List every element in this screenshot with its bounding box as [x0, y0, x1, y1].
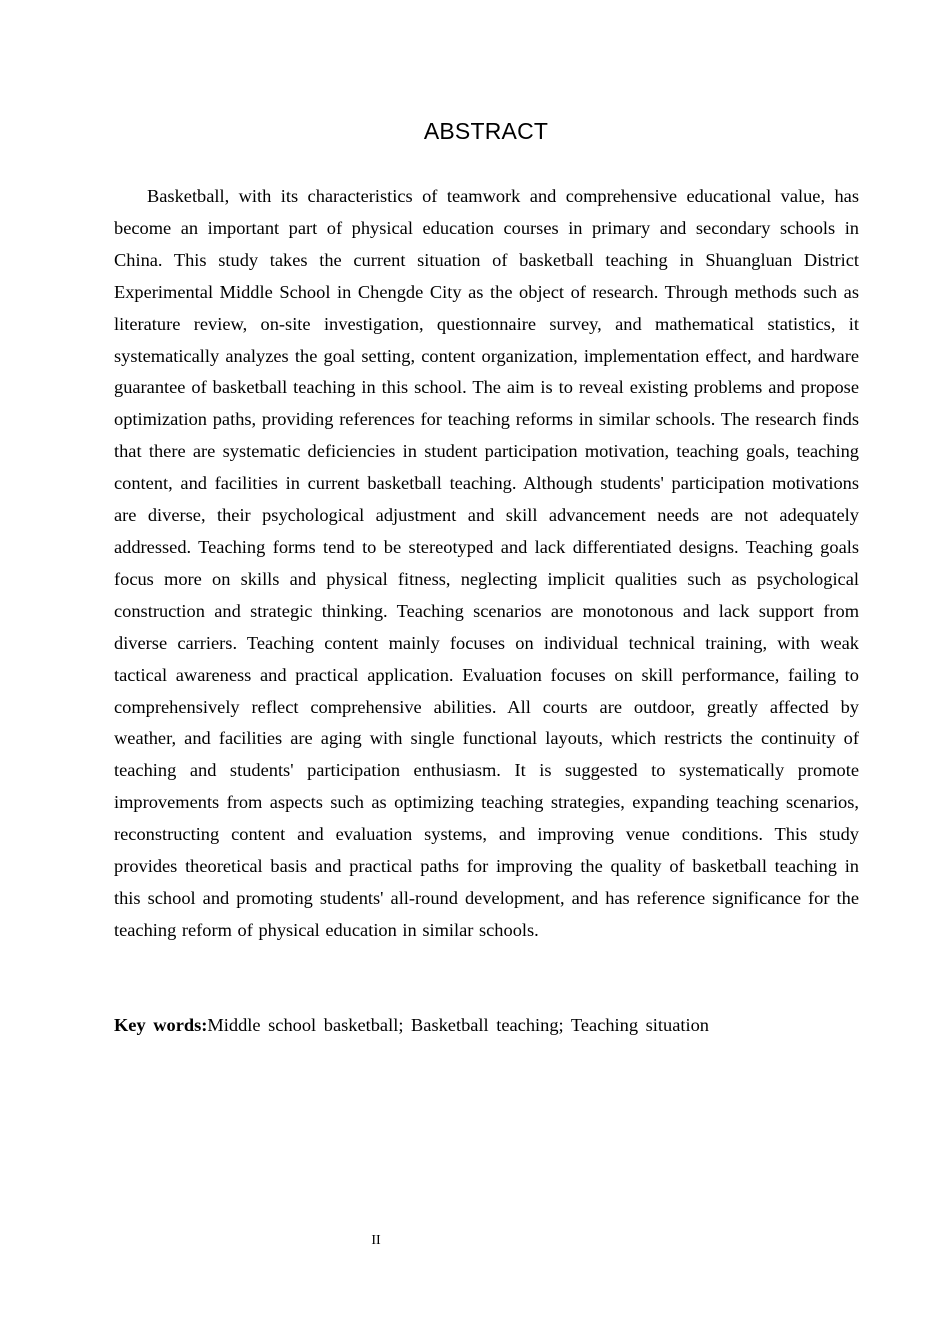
page-number: II — [371, 1233, 381, 1248]
abstract-body: Basketball, with its characteristics of teamwork and comprehensive educational value, has become an important part of physical education courses in primary and secondary schools in China. This study takes the current situation of basketball teaching in Shuangluan District Experimental Middle School in Chengde City as the object of research. Through methods such as literature review, on-site investigation, questionnaire survey, and mathematical statistics, it systematically analyzes the goal setting, content organization, implementation effect, and hardware guarantee of basketball teaching in this school. The aim is to reveal existing problems and propose optimization paths, providing references for teaching reforms in similar schools. The research finds that there are systematic deficiencies in student participation motivation, teaching goals, teaching content, and facilities in current basketball teaching. Although students' participation motivations are diverse, their psychological adjustment and skill advancement needs are not adequately addressed. Teaching forms tend to be stereotyped and lack differentiated designs. Teaching goals focus more on skills and physical fitness, neglecting implicit qualities such as psychological construction and strategic thinking. Teaching scenarios are monotonous and lack support from diverse carriers. Teaching content mainly focuses on individual technical training, with weak tactical awareness and practical application. Evaluation focuses on skill performance, failing to comprehensively reflect comprehensive abilities. All courts are outdoor, greatly affected by weather, and facilities are aging with single functional layouts, which restricts the continuity of teaching and students' participation enthusiasm. It is suggested to systematically promote improvements from aspects such as optimizing teaching strategies, expanding teaching scenarios, reconstructing content and evaluation systems, and improving venue conditions. This study provides theoretical basis and practical paths for improving the quality of basketball teaching in this school and promoting students' all-round development, and has reference significance for the teaching reform of physical education in similar schools. — [114, 186, 859, 940]
keywords-line — [114, 1010, 859, 1042]
abstract-title: ABSTRACT — [423, 118, 549, 144]
keywords-value: Middle school basketball; Basketball teaching; Teaching situation — [207, 1015, 709, 1035]
keywords-label: Key words: — [114, 1015, 208, 1035]
